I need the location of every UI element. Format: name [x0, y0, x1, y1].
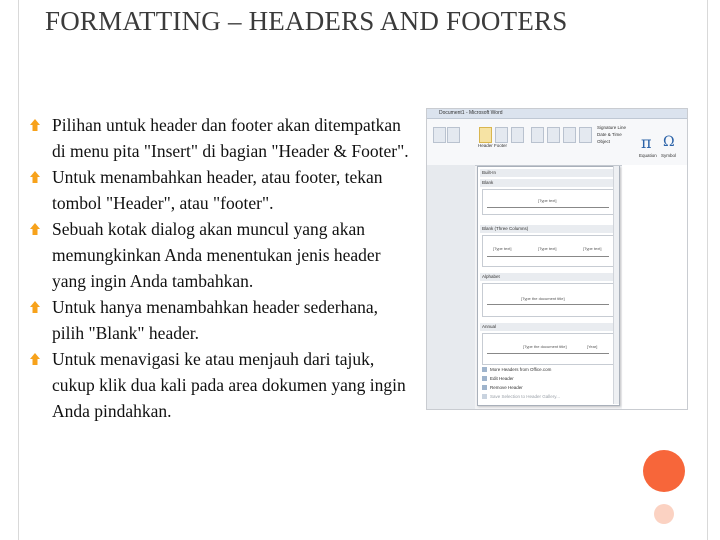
gallery-section-alphabet: Alphabet	[480, 273, 617, 281]
gallery-preview-annual	[482, 333, 614, 365]
textbox-button	[433, 127, 446, 143]
menu-item-label: Remove Header	[490, 385, 523, 390]
office-icon	[482, 367, 487, 372]
bullet-list	[28, 112, 413, 424]
menu-save-selection	[480, 392, 617, 401]
slide-left-border	[18, 0, 19, 540]
gallery-preview-blank	[482, 189, 614, 215]
screenshot-ribbon	[427, 119, 687, 166]
placeholder-text: [Type the document title]	[523, 344, 567, 349]
bullet-text: Sebuah kotak dialog akan muncul yang akan memungkinkan Anda menentukan jenis header yang ingin Anda tambahkan.	[52, 219, 381, 291]
bullet-text: Pilihan untuk header dan footer akan ditempatkan di menu pita "Insert" di bagian "Header & Footer".	[52, 115, 409, 161]
bullet-item	[28, 164, 413, 216]
symbol-icon: Ω	[663, 134, 675, 150]
page-number-button	[511, 127, 524, 143]
bullet-icon	[28, 222, 42, 236]
menu-remove-header	[480, 383, 617, 392]
decorative-circle-large	[643, 450, 685, 492]
ribbon-label-footer: Footer	[494, 143, 508, 148]
gallery-scrollbar	[613, 166, 619, 404]
slide-title: FORMATTING – HEADERS AND FOOTERS	[45, 6, 568, 36]
ribbon-signature-line: Signature Line	[597, 125, 627, 130]
bullet-text: Untuk menavigasi ke atau menjauh dari tajuk, cukup klik dua kali pada area dokumen yang ingin Anda pindahkan.	[52, 349, 406, 421]
placeholder-text: [Type the document title]	[521, 296, 565, 301]
gallery-section-blank: Blank	[480, 179, 617, 187]
gallery-preview-alphabet	[482, 283, 614, 317]
dropcap-button	[579, 127, 592, 143]
slide-right-border	[707, 0, 708, 540]
bullet-item	[28, 294, 413, 346]
placeholder-text: [Type text]	[538, 198, 557, 203]
menu-item-label: Edit Header	[490, 376, 514, 381]
header-rule	[487, 353, 609, 354]
menu-item-label: Save Selection to Header Gallery...	[490, 394, 560, 399]
screenshot-window-title: Document1 - Microsoft Word	[439, 110, 503, 116]
bullet-item	[28, 216, 413, 294]
ribbon-symbol: Symbol	[661, 153, 677, 158]
ribbon-label-header: Header	[478, 143, 493, 148]
header-rule	[487, 304, 609, 305]
placeholder-text: [Type text]	[493, 246, 512, 251]
gallery-section-builtin: Built-In	[480, 169, 617, 177]
gallery-section-three-columns: Blank (Three Columns)	[480, 225, 617, 233]
quick-parts-button	[547, 127, 560, 143]
gallery-section-annual: Annual	[480, 323, 617, 331]
bullet-icon	[28, 300, 42, 314]
wordart-button	[563, 127, 576, 143]
text-box-button	[531, 127, 544, 143]
bullet-icon	[28, 118, 42, 132]
save-icon	[482, 394, 487, 399]
screenshot-page-left	[427, 165, 475, 409]
header-button	[479, 127, 492, 143]
bullet-item	[28, 112, 413, 164]
edit-icon	[482, 376, 487, 381]
header-gallery-dropdown	[477, 166, 620, 406]
header-rule	[487, 256, 609, 257]
decorative-circle-small	[654, 504, 674, 524]
placeholder-text: [Type text]	[583, 246, 602, 251]
screenshot-page-right	[622, 165, 687, 409]
quickparts-button	[447, 127, 460, 143]
bullet-icon	[28, 352, 42, 366]
remove-icon	[482, 385, 487, 390]
bullet-text: Untuk menambahkan header, atau footer, tekan tombol "Header", atau "footer".	[52, 167, 383, 213]
bullet-icon	[28, 170, 42, 184]
bullet-item	[28, 346, 413, 424]
equation-icon: π	[641, 133, 652, 152]
menu-edit-header	[480, 374, 617, 383]
placeholder-text: [Type text]	[538, 246, 557, 251]
placeholder-text: [Year]	[587, 344, 598, 349]
word-screenshot	[426, 108, 688, 410]
gallery-preview-three-columns	[482, 235, 614, 267]
ribbon-date-time: Date & Time	[597, 132, 622, 137]
menu-item-label: More Headers from Office.com	[490, 367, 552, 372]
screenshot-titlebar	[427, 109, 687, 119]
menu-more-headers	[480, 365, 617, 374]
header-rule	[487, 207, 609, 208]
footer-button	[495, 127, 508, 143]
bullet-text: Untuk hanya menambahkan header sederhana, pilih "Blank" header.	[52, 297, 379, 343]
ribbon-object: Object	[597, 139, 611, 144]
ribbon-equation: Equation	[639, 153, 657, 158]
